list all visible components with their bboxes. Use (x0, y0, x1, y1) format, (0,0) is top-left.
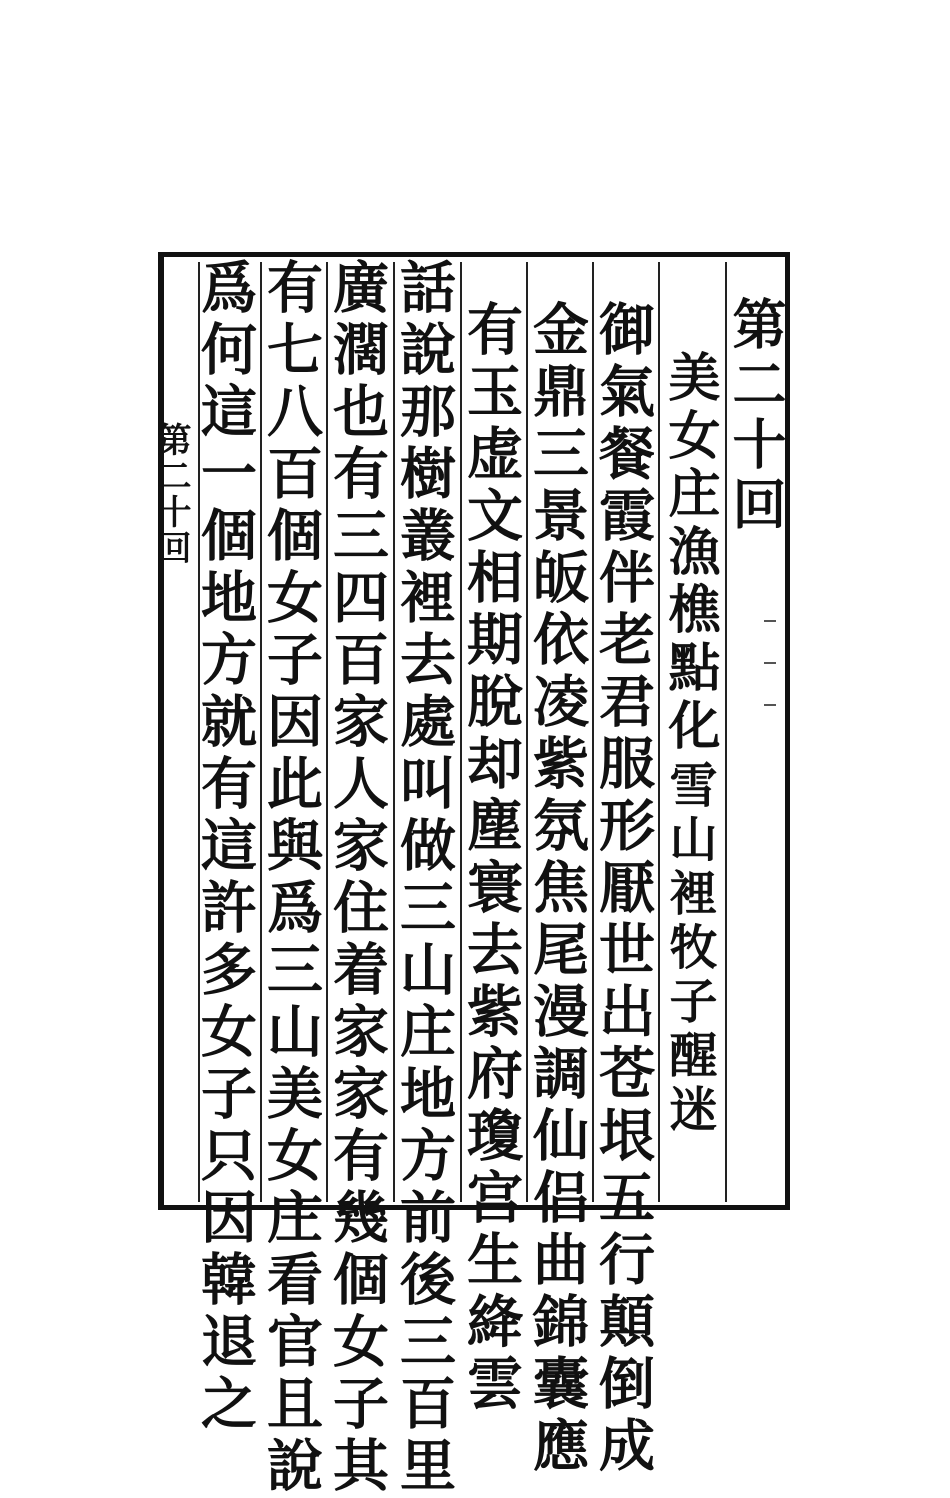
chapter-heading: 第二十回 (724, 296, 788, 536)
body-column-6: 有七八百個女子因此與爲三山美女庄看官且說 (258, 258, 324, 1498)
body-column-2: 金鼎三景皈依凌紫氛焦尾漫調仙侣曲錦囊應 (524, 300, 590, 1478)
fold-marks (760, 620, 780, 880)
body-column-7: 爲何這一個地方就有這許多女子只因韓退之 (192, 258, 258, 1436)
margin-title: 第二十回 (151, 422, 191, 566)
body-column-1: 御氣餐霞伴老君服形厭世出苍垠五行顛倒成 (590, 300, 656, 1478)
chapter-subtitle: 美女庄漁樵點化 (659, 350, 720, 756)
body-column-5: 廣濶也有三四百家人家住着家家有幾個女子其 (324, 258, 390, 1498)
body-column-3: 有玉虚文相期脫却塵寰去紫府瓊宫生絳雲 (458, 300, 524, 1416)
body-column-4: 話說那樹叢裡去處叫做三山庄地方前後三百里 (391, 258, 457, 1498)
author-line: 雪山裡牧子醒迷 (661, 760, 717, 1138)
